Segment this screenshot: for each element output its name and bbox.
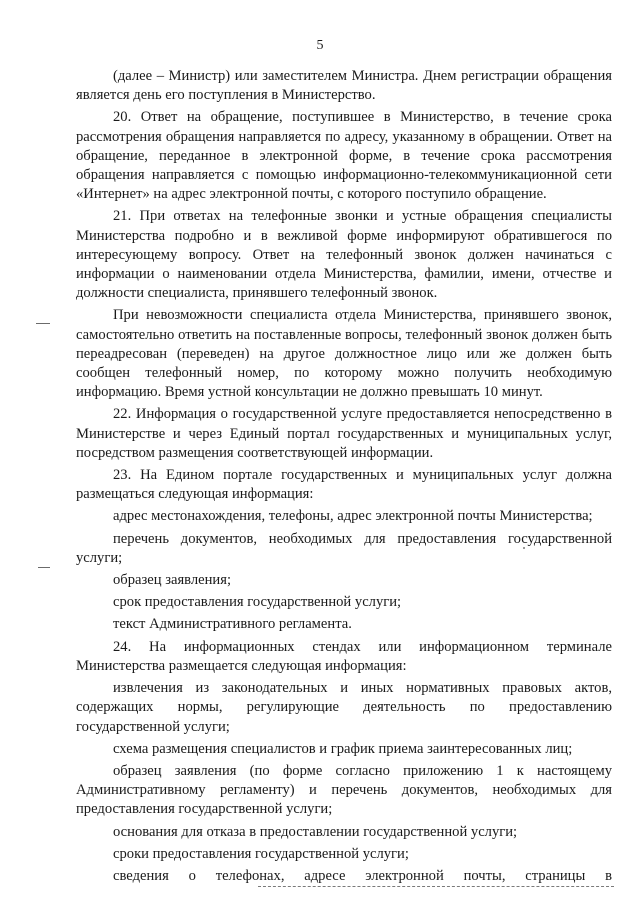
scan-margin-mark	[36, 323, 50, 324]
list-item-portal-term: срок предоставления государственной услуги;	[113, 594, 402, 611]
scan-speck	[523, 547, 525, 549]
page-number: 5	[316, 38, 324, 53]
list-item-stand-terms: сроки предоставления государственной услуги;	[113, 845, 409, 862]
list-item-stand-refusal: основания для отказа в предоставлении государственной услуги;	[113, 823, 518, 840]
list-item-stand-extracts: извлечения из законодательных и иных нормативных правовых актов, содержащих нормы, регулирующие деятельность по предоставлению государственной услуги;	[76, 680, 612, 735]
paragraph-continuation: (далее – Министр) или заместителем Министра. Днем регистрации обращения является день его поступления в Министерство.	[76, 68, 612, 104]
scan-margin-mark	[38, 567, 50, 568]
list-item-portal-regulation: текст Административного регламента.	[113, 616, 352, 633]
list-item-stand-schedule: схема размещения специалистов и график приема заинтересованных лиц;	[113, 740, 573, 757]
body-text	[76, 67, 612, 886]
paragraph-22: 22. Информация о государственной услуге предоставляется непосредственно в Министерстве и через Единый портал государственных и муниципальных услуг, посредством размещения соответствующей информации.	[76, 406, 612, 461]
paragraph-23: 23. На Едином портале государственных и муниципальных услуг должна размещаться следующая информация:	[76, 467, 612, 503]
list-item-portal-sample: образец заявления;	[113, 572, 231, 589]
list-item-stand-contacts: сведения о телефонах, адресе электронной почты, страницы в	[113, 867, 612, 884]
list-item-stand-sample: образец заявления (по форме согласно приложению 1 к настоящему Административному регламенту) и перечень документов, необходимых для предоставления государственной услуги;	[76, 762, 612, 818]
paragraph-21: 21. При ответах на телефонные звонки и устные обращения специалисты Министерства подробно и в вежливой форме информируют обратившегося по интересующему вопросу. Ответ на телефонный звонок должен начинаться с информации о наименовании отдела Министерства, фамилии, имени, отчестве и должности специалиста, принявшего телефонный звонок.	[76, 208, 612, 302]
paragraph-20: 20. Ответ на обращение, поступившее в Министерство, в течение срока рассмотрения обращения направляется по адресу, указанному в обращении. Ответ на обращение, переданное в электронной форме, в течение срока рассмотрения обращения направляется с помощью информационно-телекоммуникационной сети «Интернет» на адрес электронной почты, с которого поступило обращение.	[76, 109, 612, 203]
list-item-portal-documents: перечень документов, необходимых для предоставления государственной услуги;	[76, 530, 612, 566]
list-item-portal-address: адрес местонахождения, телефоны, адрес электронной почты Министерства;	[113, 508, 593, 525]
paragraph-21-continued: При невозможности специалиста отдела Министерства, принявшего звонок, самостоятельно ответить на поставленные вопросы, телефонный звонок должен быть переадресован (переведен) на другое должностное лицо или же должен быть сообщен телефонный номер, по которому можно получить необходимую информацию. Время устной консультации не должно превышать 10 минут.	[76, 307, 612, 401]
footer-rule	[258, 886, 614, 887]
paragraph-24: 24. На информационных стендах или информационном терминале Министерства размещается следующая информация:	[76, 638, 612, 674]
